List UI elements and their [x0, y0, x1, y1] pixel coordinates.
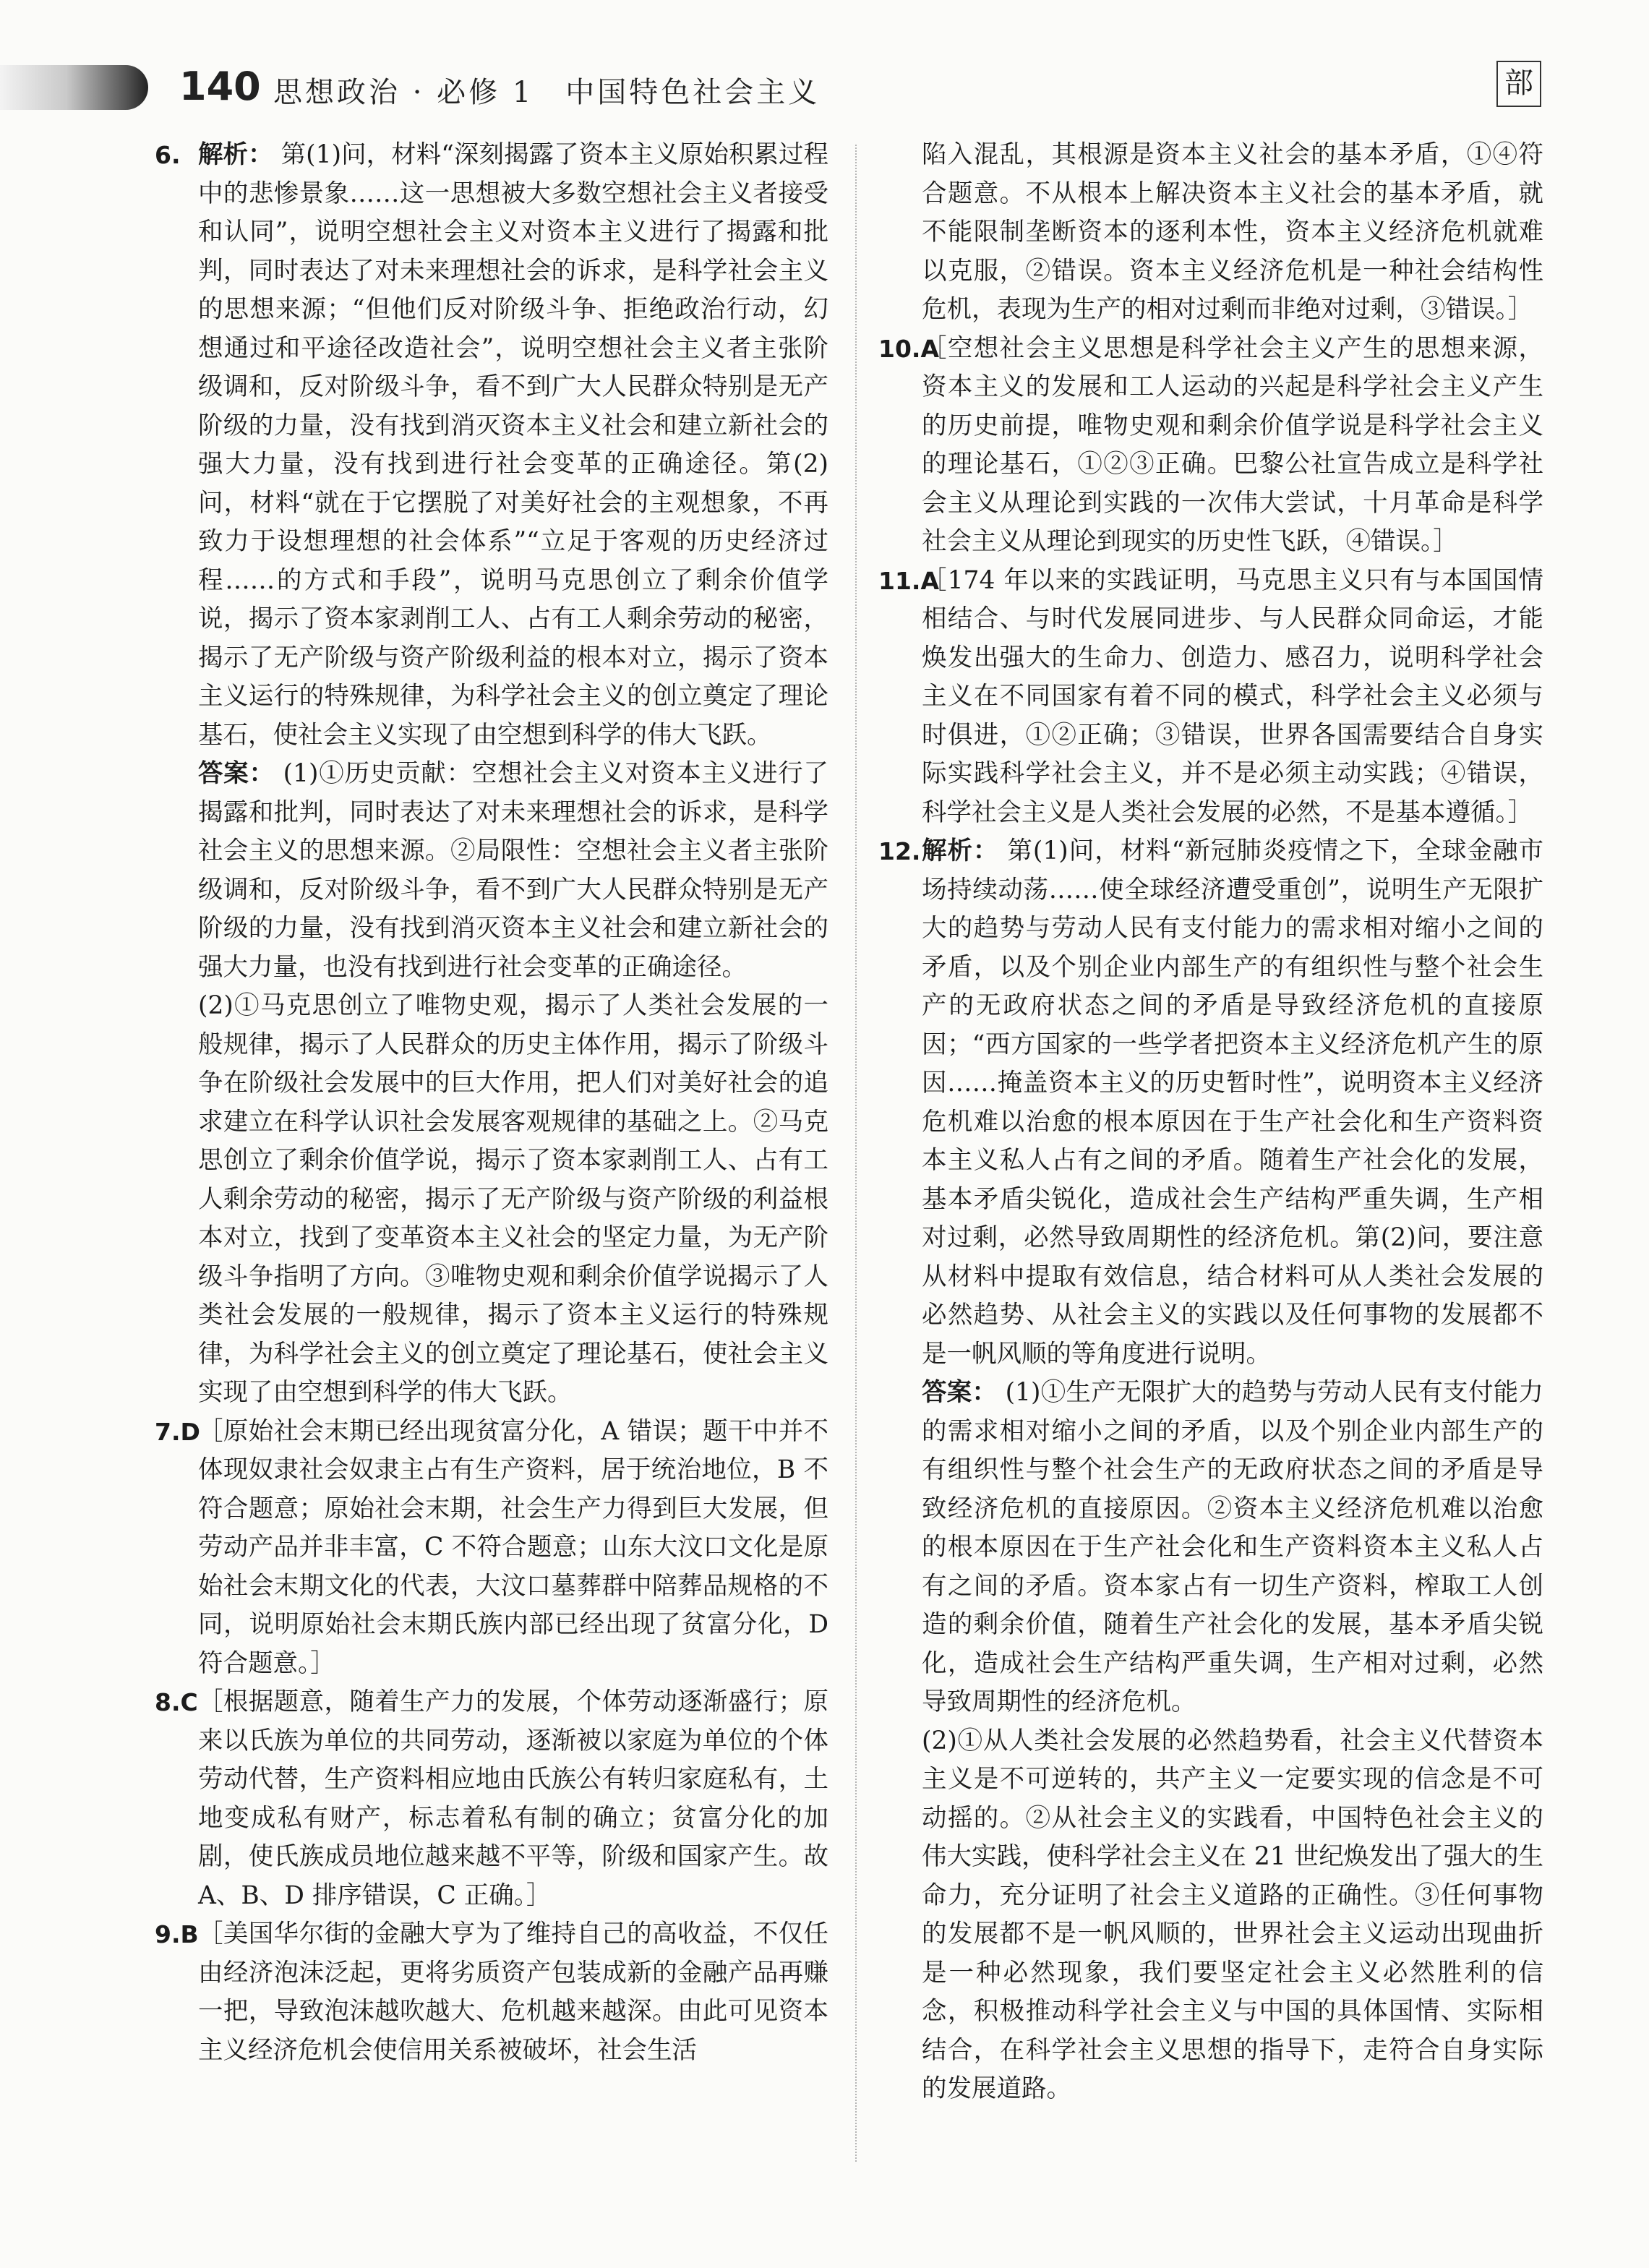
item-explanation: 陷入混乱，其根源是资本主义社会的基本矛盾，①④符合题意。不从根本上解决资本主义社会的基本矛盾，就不能限制垄断资本的逐利本性，资本主义经济危机就难以克服，②错误。资本主义经济危机是一种社会结构性危机，表现为生产的相对过剩而非绝对过剩，③错误。］	[922, 140, 1543, 324]
analysis-body: 第(1)问，材料“深刻揭露了资本主义原始积累过程中的悲惨景象……这一思想被大多数空想社会主义者接受和认同”，说明空想社会主义对资本主义进行了揭露和批判，同时表达了对未来理想社会的诉求，是科学社会主义的思想来源；“但他们反对阶级斗争、拒绝政治行动，幻想通过和平途径改造社会”，说明空想社会主义者主张阶级调和，反对阶级斗争，看不到广大人民群众特别是无产阶级的力量，没有找到消灭资本主义社会和建立新社会的强大力量，没有找到进行社会变革的正确途径。第(2)问，材料“就在于它摆脱了对美好社会的主观想象，不再致力于设想理想的社会体系”“立足于客观的历史经济过程……的方式和手段”，说明马克思创立了剩余价值学说，揭示了资本家剥削工人、占有工人剩余劳动的秘密，揭示了无产阶级与资产阶级利益的根本对立，揭示了资本主义运行的特殊规律，为科学社会主义的创立奠定了理论基石，使社会主义实现了由空想到科学的伟大飞跃。	[198, 140, 828, 750]
answer-part-2: (2)①马克思创立了唯物史观，揭示了人类社会发展的一般规律，揭示了人民群众的历史主体作用，揭示了阶级斗争在阶级社会发展中的巨大作用，把人们对美好社会的追求建立在科学认识社会发展客观规律的基础之上。②马克思创立了剩余价值学说，揭示了资本家剥削工人、占有工人剩余劳动的秘密，揭示了无产阶级与资产阶级的利益根本对立，找到了变革资本主义社会的坚定力量，为无产阶级斗争指明了方向。③唯物史观和剩余价值学说揭示了人类社会发展的一般规律，揭示了资本主义运行的特殊规律，为科学社会主义的创立奠定了理论基石，使社会主义实现了由空想到科学的伟大飞跃。	[198, 991, 828, 1407]
item-number: 7.D	[155, 1417, 200, 1446]
right-column	[878, 136, 1543, 2109]
answer-part-2: (2)①从人类社会发展的必然趋势看，社会主义代替资本主义是不可逆转的，共产主义一定要实现的信念是不可动摇的。②从社会主义的实践看，中国特色社会主义的伟大实践，使科学社会主义在 21 世纪焕发出了强大的生命力，充分证明了社会主义道路的正确性。③任何事物的发展都不是一帆风顺的，世界社会主义运动出现曲折是一种必然现象，我们要坚定社会主义必然胜利的信念，积极推动科学社会主义与中国的具体国情、实际相结合，在科学社会主义思想的指导下，走符合自身实际的发展道路。	[922, 1726, 1543, 2103]
header-tab-bar	[0, 65, 148, 110]
column-divider	[855, 145, 857, 2162]
answer-part-1	[922, 1374, 1543, 1722]
answer-body: (1)①生产无限扩大的趋势与劳动人民有支付能力的需求相对缩小之间的矛盾，以及个别企业内部生产的有组织性与整个社会生产的无政府状态之间的矛盾是导致经济危机的直接原因。②资本主义经济危机难以治愈的根本原因在于生产社会化和生产资料资本主义私人占有之间的矛盾。资本家占有一切生产资料，榨取工人创造的剩余价值，随着生产社会化的发展，基本矛盾尖锐化，造成社会生产结构严重失调，生产相对过剩，必然导致周期性的经济危机。	[922, 1378, 1544, 1716]
analysis-label: 解析：	[198, 140, 273, 169]
answer-item-10	[878, 330, 1543, 562]
answer-label: 答案：	[922, 1378, 998, 1407]
analysis-text	[922, 832, 1543, 1374]
item-number: 9.B	[155, 1920, 199, 1948]
item-number: 8.C	[155, 1688, 198, 1716]
analysis-body: 第(1)问，材料“新冠肺炎疫情之下，全球金融市场持续动荡……使全球经济遭受重创”，说明生产无限扩大的趋势与劳动人民有支付能力的需求相对缩小之间的矛盾，以及个别企业内部生产的有组织性与整个社会生产的无政府状态之间的矛盾是导致经济危机的直接原因；“西方国家的一些学者把资本主义经济危机产生的原因……掩盖资本主义的历史暂时性”，说明资本主义经济危机难以治愈的根本原因在于生产社会化和生产资料资本主义私人占有之间的矛盾。随着生产社会化的发展，基本矛盾尖锐化，造成社会生产结构严重失调，生产相对过剩，必然导致周期性的经济危机。第(2)问，要注意从材料中提取有效信息，结合材料可从人类社会发展的必然趋势、从社会主义的实践以及任何事物的发展都不是一帆风顺的等角度进行说明。	[922, 836, 1544, 1369]
answer-body: (1)①历史贡献：空想社会主义对资本主义进行了揭露和批判，同时表达了对未来理想社会的诉求，是科学社会主义的思想来源。②局限性：空想社会主义者主张阶级调和，反对阶级斗争，看不到广大人民群众特别是无产阶级的力量，没有找到消灭资本主义社会和建立新社会的强大力量，也没有找到进行社会变革的正确途径。	[198, 759, 829, 982]
answer-item-9-continued	[878, 136, 1543, 330]
item-explanation: ［原始社会末期已经出现贫富分化，A 错误；题干中并不体现奴隶社会奴隶主占有生产资料，居于统治地位，B 不符合题意；原始社会末期，社会生产力得到巨大发展，但劳动产品并非丰富，C 不符合题意；山东大汶口文化是原始社会末期文化的代表，大汶口墓葬群中陪葬品规格的不同，说明原始社会末期氏族内部已经出现了贫富分化，D 符合题意。］	[198, 1416, 828, 1678]
answer-item-6	[155, 136, 828, 1413]
answer-part-1	[198, 755, 828, 987]
answer-item-7	[155, 1413, 828, 1684]
item-explanation: ［空想社会主义思想是科学社会主义产生的思想来源，资本主义的发展和工人运动的兴起是科学社会主义产生的历史前提，唯物史观和剩余价值学说是科学社会主义的理论基石，①②③正确。巴黎公社宣告成立是科学社会主义从理论到实践的一次伟大尝试，十月革命是科学社会主义从理论到现实的历史性飞跃，④错误。］	[922, 333, 1543, 556]
item-explanation: ［美国华尔街的金融大亨为了维持自己的高收益，不仅任由经济泡沫泛起，更将劣质资产包装成新的金融产品再赚一把，导致泡沫越吹越大、危机越来越深。由此可见资本主义经济危机会使信用关系被破坏，社会生活	[198, 1920, 828, 2065]
analysis-label: 解析：	[922, 836, 999, 865]
answer-item-12	[878, 832, 1543, 2109]
page-header	[0, 0, 1649, 123]
item-explanation: ［根据题意，随着生产力的发展，个体劳动逐渐盛行；原来以氏族为单位的共同劳动，逐渐被以家庭为单位的个体劳动代替，生产资料相应地由氏族公有转归家庭私有，土地变成私有财产，标志着私有制的确立；贫富分化的加剧，使氏族成员地位越来越不平等，阶级和国家产生。故 A、B、D 排序错误，C 正确。］	[198, 1687, 828, 1910]
page-number: 140	[179, 64, 261, 109]
answer-item-11	[878, 562, 1543, 833]
corner-mark: 部	[1496, 61, 1541, 107]
running-title: 思想政治 · 必修 1 中国特色社会主义	[273, 76, 821, 109]
item-number: 10.A	[878, 334, 939, 363]
item-number: 11.A	[878, 566, 939, 595]
answer-label: 答案：	[198, 759, 275, 788]
analysis-text	[198, 136, 828, 755]
item-number: 12.	[878, 837, 921, 865]
left-column	[155, 136, 828, 2070]
item-number: 6.	[155, 141, 181, 169]
item-explanation: ［174 年以来的实践证明，马克思主义只有与本国国情相结合、与时代发展同进步、与人民群众同命运，才能焕发出强大的生命力、创造力、感召力，说明科学社会主义在不同国家有着不同的模式，科学社会主义必须与时俱进，①②正确；③错误，世界各国需要结合自身实际实践科学社会主义，并不是必须主动实践；④错误，科学社会主义是人类社会发展的必然，不是基本遵循。］	[922, 565, 1543, 827]
answer-item-9	[155, 1915, 828, 2070]
answer-item-8	[155, 1683, 828, 1915]
